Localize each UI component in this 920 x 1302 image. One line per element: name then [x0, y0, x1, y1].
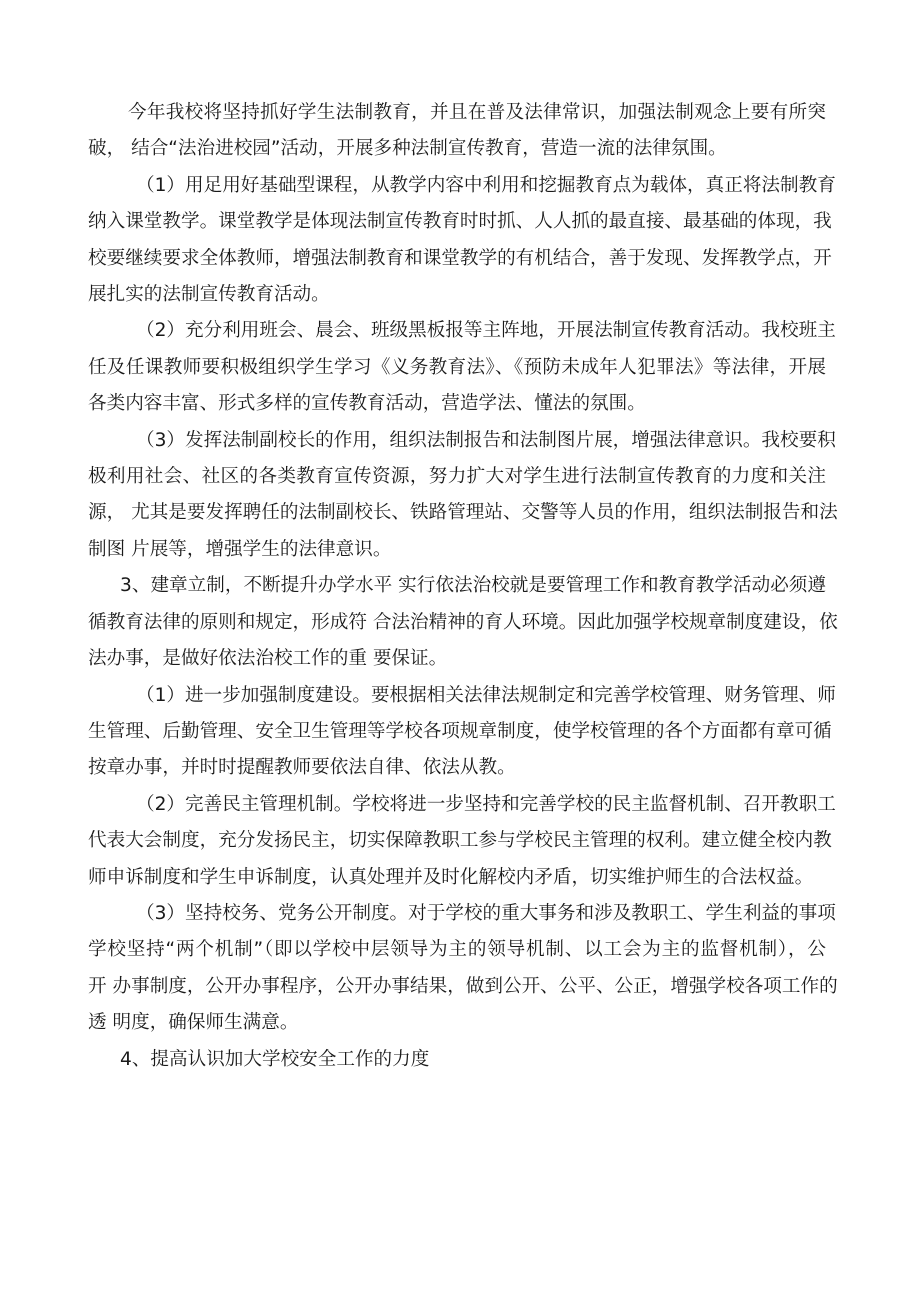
section-3-heading-paragraph [88, 568, 838, 677]
text-line: 源， 尤其是要发挥聘任的法制副校长、铁路管理站、交警等人员的作用，组织法制报告和法 [88, 502, 838, 524]
text-line: 纳入课堂教学。课堂教学是体现法制宣传教育时时抓、人人抓的最直接、最基础的体现，我 [88, 211, 832, 233]
text-line: 透 明度，确保师生满意。 [88, 1012, 299, 1034]
text-line: 师申诉制度和学生申诉制度，认真处理并及时化解校内矛盾，切实维护师生的合法权益。 [88, 866, 814, 888]
paragraph-1-1 [88, 168, 836, 314]
paragraph-3-3 [88, 896, 838, 1042]
text-line: （1）进一步加强制度建设。要根据相关法律法规制定和完善学校管理、财务管理、师 [136, 684, 836, 706]
text-line: 学校坚持“两个机制”（即以学校中层领导为主的领导机制、以工会为主的监督机制），公 [88, 939, 826, 961]
text-line: 制图 片展等，增强学生的法律意识。 [88, 538, 392, 560]
text-line: 代表大会制度，充分发扬民主，切实保障教职工参与学校民主管理的权利。建立健全校内教 [88, 830, 832, 852]
text-line: 法办事，是做好依法治校工作的重 要保证。 [88, 648, 448, 670]
text-line: 按章办事，并时时提醒教师要依法自律、依法从教。 [88, 757, 516, 779]
text-line: 各类内容丰富、形式多样的宣传教育活动，营造学法、懂法的氛围。 [88, 393, 646, 415]
text-line: 校要继续要求全体教师，增强法制教育和课堂教学的有机结合，善于发现、发挥教学点，开 [88, 247, 832, 269]
text-line: 破， 结合“法治进校园”活动，开展多种法制宣传教育，营造一流的法律氛围。 [88, 138, 727, 160]
text-line: 3、建章立制，不断提升办学水平 实行依法治校就是要管理工作和教育教学活动必须遵 [120, 575, 826, 597]
text-line: （3）坚持校务、党务公开制度。对于学校的重大事务和涉及教职工、学生利益的事项 [136, 902, 836, 924]
text-line: 展扎实的法制宣传教育活动。 [88, 284, 330, 306]
paragraph-intro [88, 95, 826, 168]
paragraph-1-2 [88, 313, 836, 422]
text-line: 生管理、后勤管理、安全卫生管理等学校各项规章制度，使学校管理的各个方面都有章可循 [88, 720, 832, 742]
text-line: （3）发挥法制副校长的作用，组织法制报告和法制图片展，增强法律意识。我校要积 [136, 429, 836, 451]
text-line: （2）完善民主管理机制。学校将进一步坚持和完善学校的民主监督机制、召开教职工 [136, 793, 836, 815]
text-line: 今年我校将坚持抓好学生法制教育，并且在普及法律常识，加强法制观念上要有所突 [128, 102, 826, 123]
text-line: 极利用社会、社区的各类教育宣传资源，努力扩大对学生进行法制宣传教育的力度和关注 [88, 466, 826, 488]
paragraph-3-1 [88, 678, 836, 787]
text-line: （1）用足用好基础型课程，从教学内容中利用和挖掘教育点为载体，真正将法制教育 [136, 174, 836, 196]
paragraph-1-3 [88, 423, 838, 569]
text-line: 任及任课教师要积极组织学生学习《义务教育法》、《预防未成年人犯罪法》等法律，开展 [88, 356, 826, 378]
document-page [88, 95, 838, 1078]
section-4-heading-paragraph [88, 1042, 826, 1078]
paragraph-3-2 [88, 787, 836, 896]
text-line: 循教育法律的原则和规定，形成符 合法治精神的育人环境。因此加强学校规章制度建设，依 [88, 611, 838, 633]
text-line: 4、提高认识加大学校安全工作的力度 [120, 1048, 430, 1070]
text-line: （2）充分利用班会、晨会、班级黑板报等主阵地，开展法制宣传教育活动。我校班主 [136, 320, 836, 342]
text-line: 开 办事制度，公开办事程序，公开办事结果，做到公开、公平、公正，增强学校各项工作的 [88, 975, 838, 997]
